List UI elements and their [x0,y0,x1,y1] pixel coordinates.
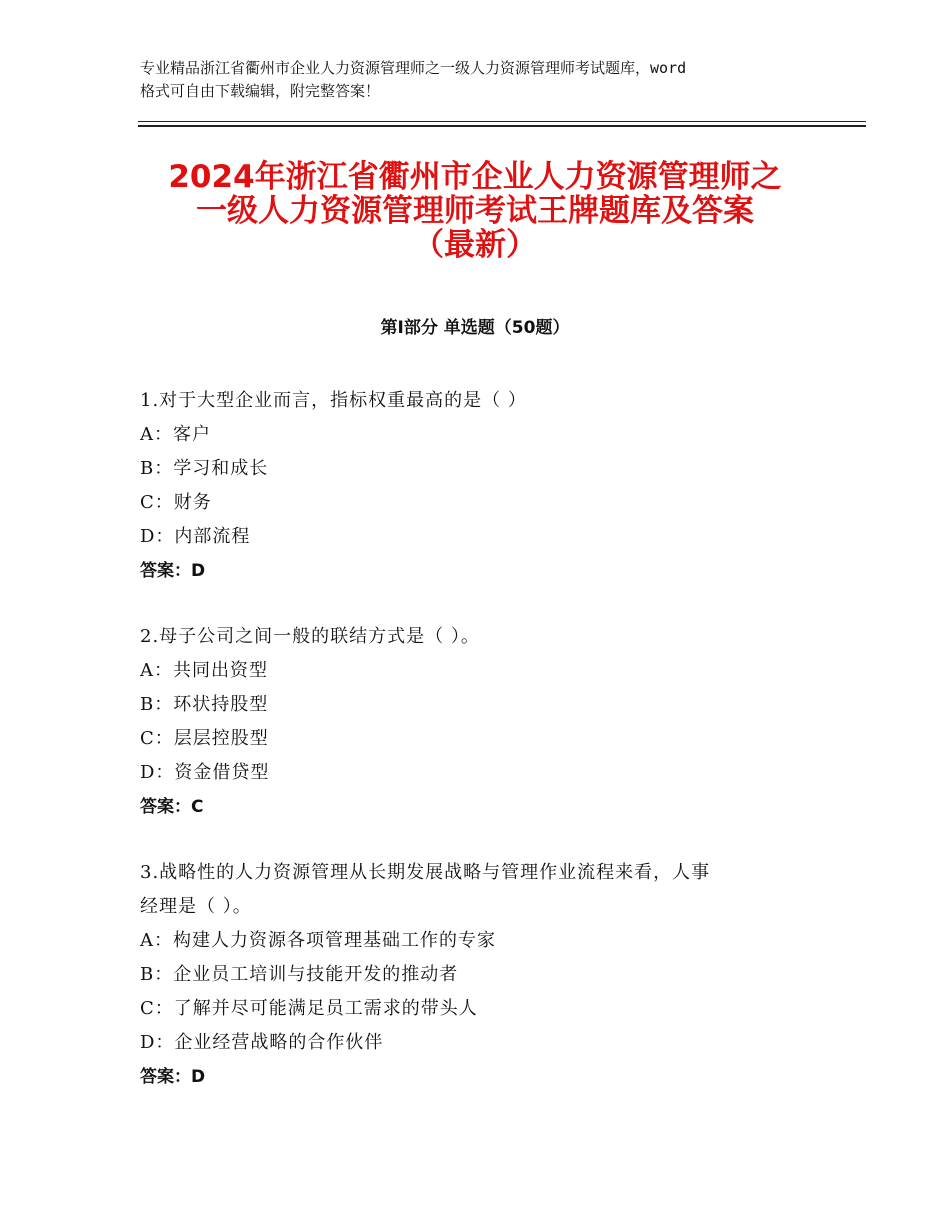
option-a: A：共同出资型 [140,660,268,681]
header-note-line: 格式可自由下载编辑，附完整答案！ [140,82,381,100]
option-c: C：财务 [140,492,212,513]
question-stem-continued: 经理是（ ）。 [140,896,252,917]
question-stem: 3.战略性的人力资源管理从长期发展战略与管理作业流程来看，人事 [140,862,711,883]
header-note-line: 专业精品浙江省衢州市企业人力资源管理师之一级人力资源管理师考试题库，word [140,59,687,77]
header-divider-thick [138,125,866,127]
option-c: C：了解并尽可能满足员工需求的带头人 [140,998,478,1019]
option-a: A：客户 [140,424,211,445]
question-2 [140,620,820,824]
option-a: A：构建人力资源各项管理基础工作的专家 [140,930,496,951]
header-divider-thin [138,121,866,122]
question-1 [140,384,820,588]
option-d: D：资金借贷型 [140,762,270,783]
answer: 答案：D [140,1067,206,1087]
answer: 答案：C [140,797,204,817]
option-b: B：学习和成长 [140,458,269,479]
document-title-line: （最新） [413,227,537,263]
question-3 [140,856,820,1094]
question-stem: 1.对于大型企业而言，指标权重最高的是（ ） [140,390,527,411]
option-d: D：企业经营战略的合作伙伴 [140,1032,384,1053]
document-title-line: 2024年浙江省衢州市企业人力资源管理师之 [168,159,782,195]
option-d: D：内部流程 [140,526,251,547]
question-list [140,384,820,1126]
option-b: B：企业员工培训与技能开发的推动者 [140,964,459,985]
answer: 答案：D [140,561,206,581]
document-title [120,160,830,262]
option-b: B：环状持股型 [140,694,269,715]
section-title: 第Ⅰ部分 单选题（50题） [380,318,570,338]
option-c: C：层层控股型 [140,728,269,749]
question-stem: 2.母子公司之间一般的联结方式是（ ）。 [140,626,480,647]
document-title-line: 一级人力资源管理师考试王牌题库及答案 [196,193,754,229]
header-note [140,57,830,103]
